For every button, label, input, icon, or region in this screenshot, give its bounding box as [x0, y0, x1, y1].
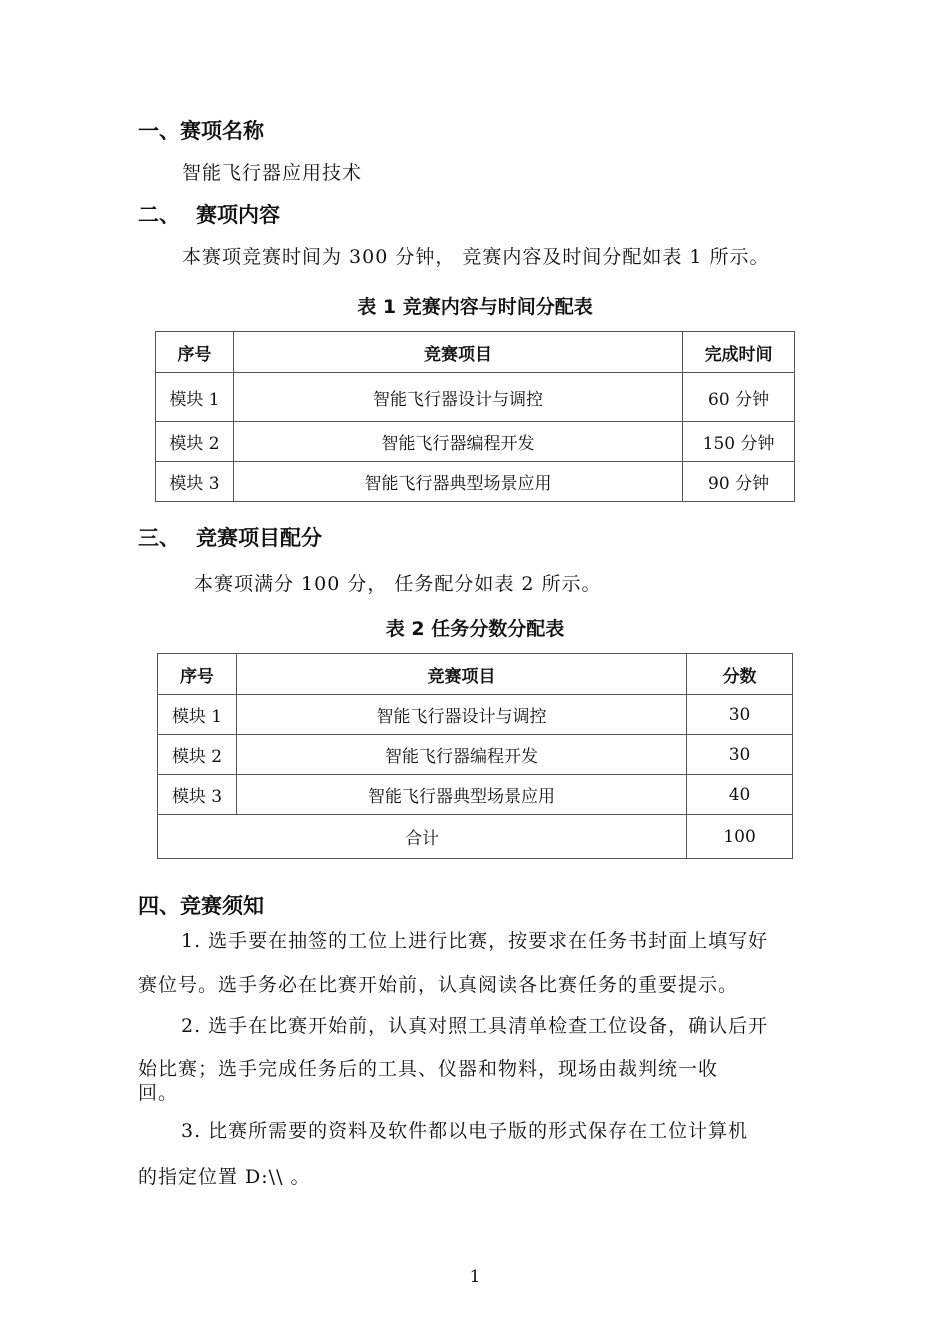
table-cell: 模块 1 [158, 695, 237, 735]
section-3-body: 本赛项满分 100 分， 任务配分如表 2 所示。 [194, 573, 602, 595]
table-row [158, 695, 793, 735]
table-total-label: 合计 [158, 815, 687, 859]
section-1-body: 智能飞行器应用技术 [182, 162, 363, 184]
table-cell: 智能飞行器编程开发 [233, 422, 682, 462]
rule-2-line-3: 回。 [138, 1082, 179, 1104]
rule-1-line-2: 赛位号。选手务必在比赛开始前，认真阅读各比赛任务的重要提示。 [138, 974, 739, 996]
table-cell: 30 [687, 695, 793, 735]
table-cell: 150 分钟 [683, 422, 795, 462]
table-1 [155, 331, 795, 502]
rule-3-line-1: 3. 比赛所需要的资料及软件都以电子版的形式保存在工位计算机 [181, 1120, 749, 1142]
table-1-caption: 表 1 竞赛内容与时间分配表 [357, 296, 593, 318]
section-2-number: 二、 [138, 203, 180, 227]
table-total-row [158, 815, 793, 859]
table-row [158, 775, 793, 815]
section-4-heading: 四、竞赛须知 [138, 894, 264, 918]
rule-2-line-2: 始比赛；选手完成任务后的工具、仪器和物料，现场由裁判统一收 [138, 1058, 719, 1080]
table-row [156, 422, 795, 462]
table-cell: 模块 3 [158, 775, 237, 815]
table-1-header-index: 序号 [156, 332, 234, 373]
table-1-header-item: 竞赛项目 [233, 332, 682, 373]
rule-3-line-2: 的指定位置 D:\\ 。 [138, 1166, 311, 1188]
table-cell: 60 分钟 [683, 373, 795, 422]
table-1-header-time: 完成时间 [683, 332, 795, 373]
table-2-header-item: 竞赛项目 [236, 654, 686, 695]
table-cell: 智能飞行器设计与调控 [233, 373, 682, 422]
section-3-heading: 竞赛项目配分 [196, 526, 322, 550]
table-cell: 模块 1 [156, 373, 234, 422]
table-cell: 40 [687, 775, 793, 815]
section-2-body: 本赛项竞赛时间为 300 分钟， 竞赛内容及时间分配如表 1 所示。 [182, 246, 770, 268]
table-cell: 模块 2 [158, 735, 237, 775]
table-row [156, 462, 795, 502]
table-cell: 智能飞行器设计与调控 [236, 695, 686, 735]
section-1-heading: 一、赛项名称 [138, 119, 264, 143]
table-cell: 模块 2 [156, 422, 234, 462]
rule-2-line-1: 2. 选手在比赛开始前，认真对照工具清单检查工位设备，确认后开 [181, 1015, 769, 1037]
table-2-header-index: 序号 [158, 654, 237, 695]
table-2 [157, 653, 793, 859]
table-2-header-score: 分数 [687, 654, 793, 695]
table-cell: 30 [687, 735, 793, 775]
table-2-caption: 表 2 任务分数分配表 [385, 618, 565, 640]
page-number: 1 [469, 1267, 481, 1287]
table-total-value: 100 [687, 815, 793, 859]
table-cell: 智能飞行器典型场景应用 [236, 775, 686, 815]
table-row [158, 735, 793, 775]
table-cell: 智能飞行器典型场景应用 [233, 462, 682, 502]
section-3-number: 三、 [138, 526, 180, 550]
table-cell: 90 分钟 [683, 462, 795, 502]
table-row [156, 373, 795, 422]
table-cell: 智能飞行器编程开发 [236, 735, 686, 775]
rule-1-line-1: 1. 选手要在抽签的工位上进行比赛，按要求在任务书封面上填写好 [181, 930, 769, 952]
section-2-heading: 赛项内容 [196, 203, 280, 227]
table-cell: 模块 3 [156, 462, 234, 502]
